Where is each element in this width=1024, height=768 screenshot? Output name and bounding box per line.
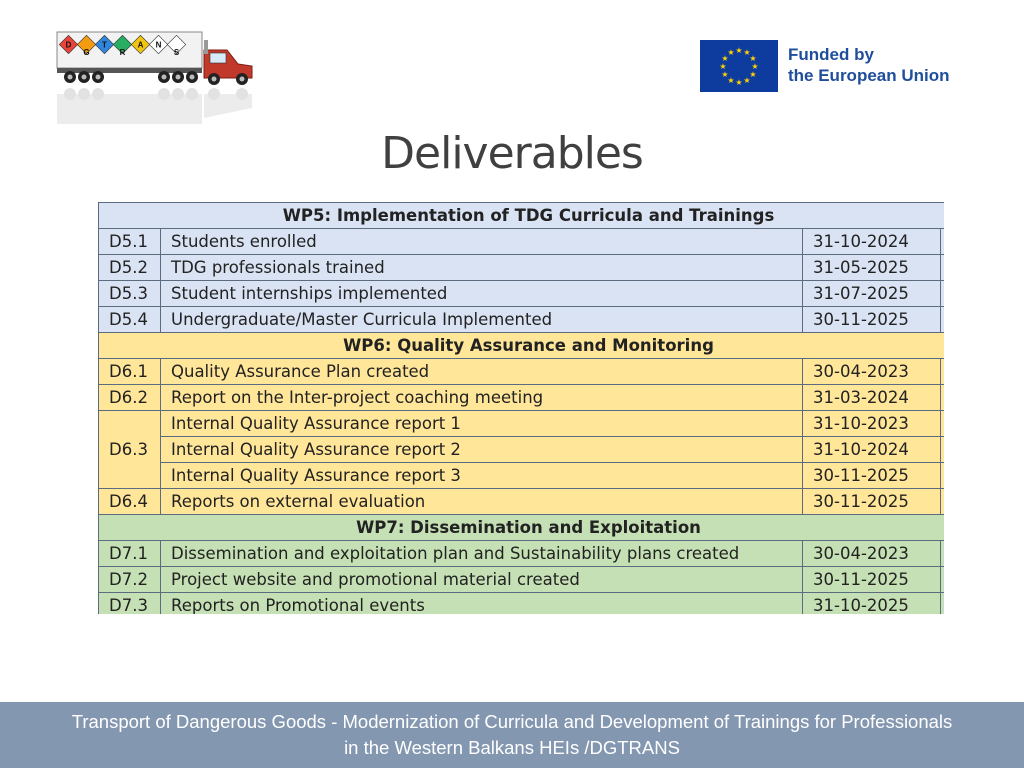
deliverable-date: 30-04-2023 [803,359,941,385]
deliverables-table [98,202,944,614]
dgtrans-logo [52,28,257,138]
deliverable-code: D7.2 [99,567,161,593]
wp5-header: WP5: Implementation of TDG Curricula and Trainings [99,203,945,229]
wp7-header: WP7: Dissemination and Exploitation [99,515,945,541]
deliverable-code: D6.1 [99,359,161,385]
deliverable-title: Project website and promotional material created [161,567,803,593]
deliverable-title: TDG professionals trained [161,255,803,281]
svg-text:★: ★ [743,48,751,57]
deliverable-date: 30-11-2025 [803,307,941,333]
logo-letter: S [173,48,180,57]
deliverable-date: 30-11-2025 [803,489,941,515]
table-row [99,359,945,385]
eu-funding-text [788,44,950,86]
deliverable-title: Reports on external evaluation [161,489,803,515]
deliverable-code: D6.2 [99,385,161,411]
deliverable-date: 31-07-2025 [803,281,941,307]
deliverable-code: D7.3 [99,593,161,615]
table-row [99,385,945,411]
deliverable-title: Internal Quality Assurance report 1 [161,411,803,437]
deliverable-date: 31-05-2025 [803,255,941,281]
deliverable-title: Undergraduate/Master Curricula Implemented [161,307,803,333]
svg-text:★: ★ [751,62,759,71]
svg-text:★: ★ [721,70,729,79]
wp6-header: WP6: Quality Assurance and Monitoring [99,333,945,359]
table-row [99,307,945,333]
svg-text:★: ★ [743,76,751,85]
footer-line-2: in the Western Balkans HEIs /DGTRANS [344,737,680,758]
page-title: Deliverables [381,128,643,179]
deliverable-date: 30-11-2025 [803,463,941,489]
table-row [99,255,945,281]
svg-text:★: ★ [749,54,757,63]
eu-line-1: Funded by [788,45,874,64]
svg-text:★: ★ [727,76,735,85]
logo-letter: G [83,48,90,57]
deliverable-title: Reports on Promotional events [161,593,803,615]
logo-letter: R [119,48,126,57]
deliverable-code: D5.2 [99,255,161,281]
svg-text:★: ★ [721,54,729,63]
footer-line-1: Transport of Dangerous Goods - Modernization of Curricula and Development of Trainings for Professionals [71,711,953,732]
footer-banner [0,702,1024,768]
table-row [99,463,945,489]
svg-text:★: ★ [727,48,735,57]
deliverable-title: Student internships implemented [161,281,803,307]
deliverable-date: 31-10-2025 [803,593,941,615]
truck-icon [52,28,257,138]
table-row [99,229,945,255]
table-row [99,567,945,593]
deliverable-title: Report on the Inter-project coaching meeting [161,385,803,411]
deliverable-date: 30-04-2023 [803,541,941,567]
table-row [99,281,945,307]
logo-letter: A [137,40,144,50]
deliverable-title: Quality Assurance Plan created [161,359,803,385]
deliverable-date: 31-10-2023 [803,411,941,437]
table-row [99,437,945,463]
table-row [99,541,945,567]
logo-letter: D [65,40,72,50]
deliverable-date: 31-10-2024 [803,229,941,255]
deliverable-title: Dissemination and exploitation plan and Sustainability plans created [161,541,803,567]
deliverable-code: D5.3 [99,281,161,307]
deliverable-code: D7.1 [99,541,161,567]
wp5-header-row [99,203,945,229]
deliverable-code: D6.3 [99,411,161,489]
svg-text:★: ★ [719,62,727,71]
eu-funding-badge [700,38,970,94]
eu-flag-icon [700,40,778,92]
deliverable-code: D6.4 [99,489,161,515]
deliverable-code: D5.1 [99,229,161,255]
svg-text:★: ★ [735,46,743,55]
deliverable-title: Internal Quality Assurance report 3 [161,463,803,489]
table-row [99,489,945,515]
deliverable-date: 30-11-2025 [803,567,941,593]
svg-text:★: ★ [749,70,757,79]
deliverable-date: 31-03-2024 [803,385,941,411]
eu-line-2: the European Union [788,66,950,85]
svg-text:★: ★ [735,78,743,87]
wp7-header-row [99,515,945,541]
deliverable-date: 31-10-2024 [803,437,941,463]
deliverable-title: Students enrolled [161,229,803,255]
table-row [99,593,945,615]
logo-letter: N [155,40,162,50]
table-row [99,411,945,437]
wp6-header-row [99,333,945,359]
deliverable-code: D5.4 [99,307,161,333]
deliverable-title: Internal Quality Assurance report 2 [161,437,803,463]
logo-letter: T [102,40,107,50]
